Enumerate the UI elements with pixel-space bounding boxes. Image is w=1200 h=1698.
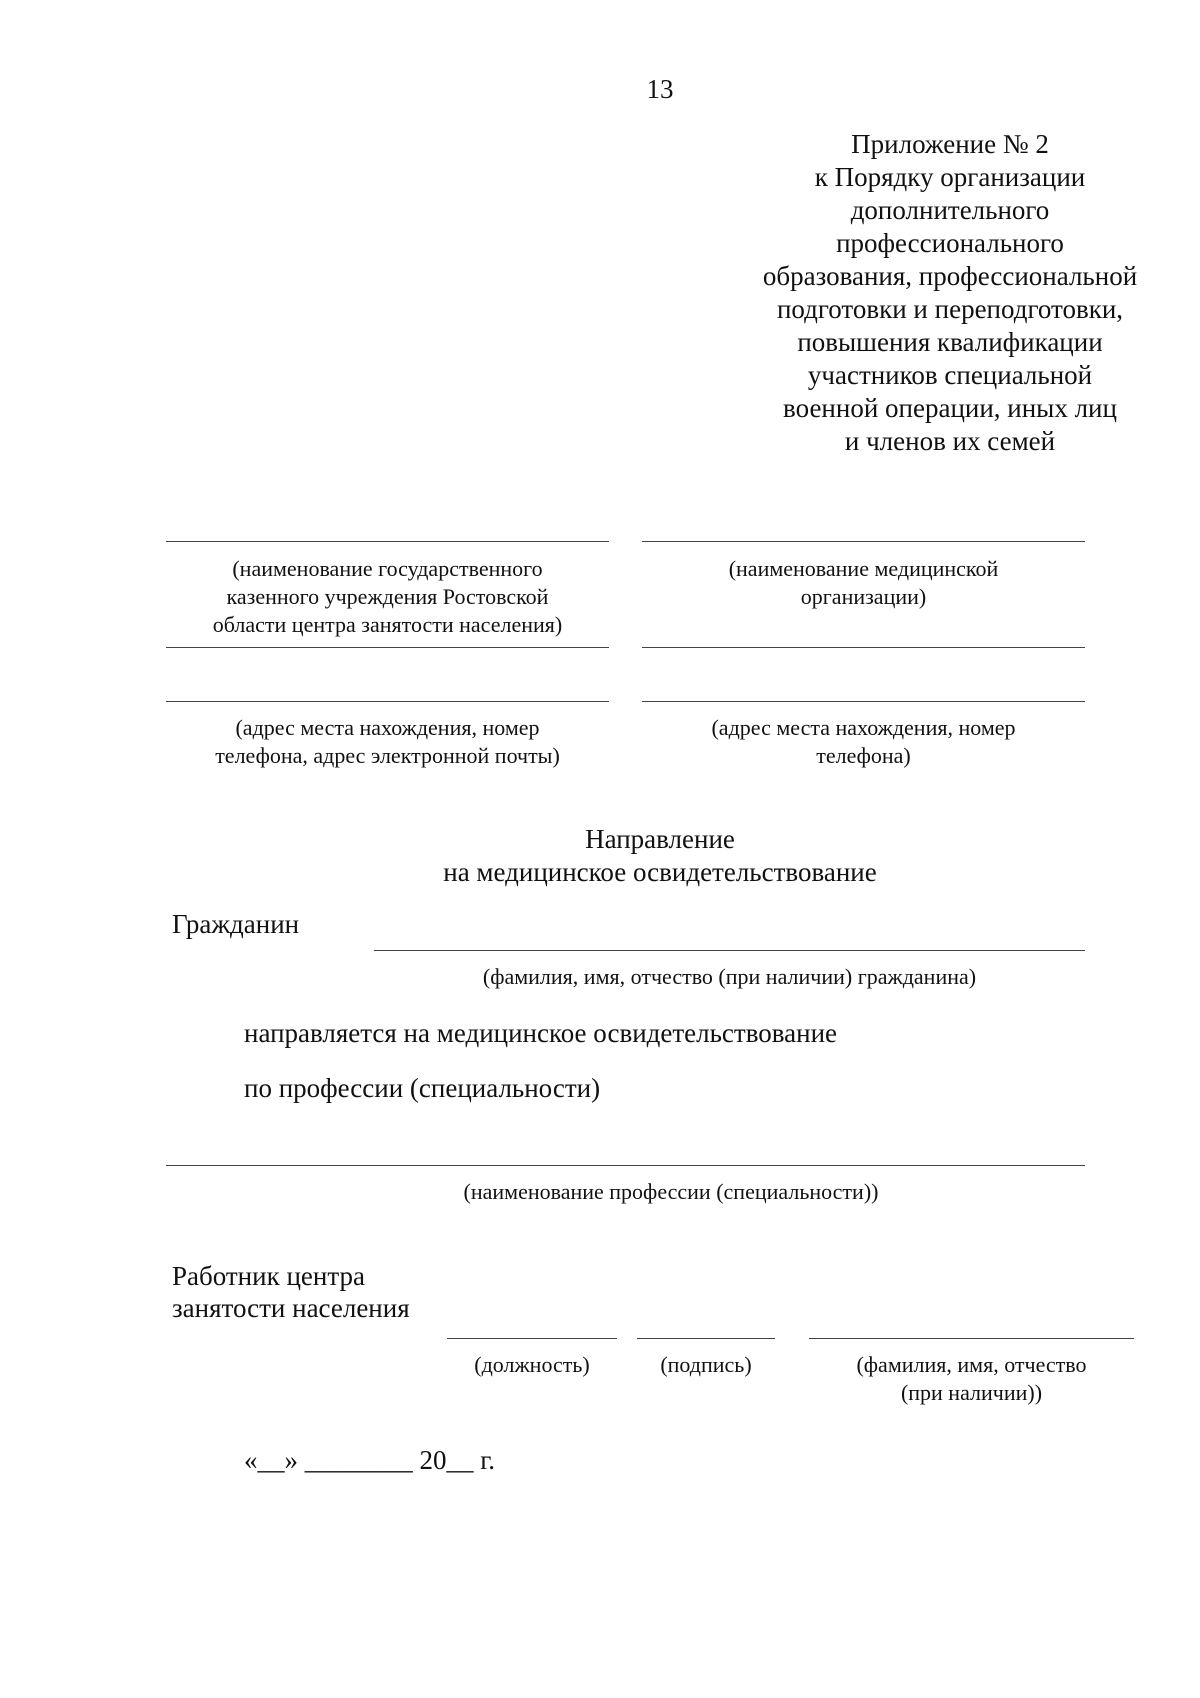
citizen-name-caption: (фамилия, имя, отчество (при наличии) гражданина): [482, 964, 977, 989]
signature-line: [637, 1338, 775, 1339]
employee-label: Работник центра занятости населения: [172, 1261, 410, 1323]
medical-org-name-caption: (наименование медицинской организации): [728, 556, 999, 609]
appendix-line: подготовки и переподготовки,: [776, 294, 1124, 324]
appendix-line: профессионального: [836, 228, 1064, 258]
employment-center-address-caption: (адрес места нахождения, номер телефона, адрес электронной почты): [215, 715, 560, 768]
medical-org-address-line: [642, 701, 1085, 702]
employee-name-caption: (фамилия, имя, отчество (при наличии)): [856, 1352, 1087, 1405]
page-number: 13: [646, 74, 674, 104]
position-caption: (должность): [474, 1352, 590, 1377]
citizen-label: Гражданин: [172, 909, 300, 939]
appendix-line: военной операции, иных лиц: [783, 393, 1117, 423]
title-line-1: Направление: [585, 824, 735, 854]
appendix-line: образования, профессиональной: [762, 261, 1138, 291]
appendix-line: участников специальной: [807, 360, 1093, 390]
employment-center-name-line-2: [166, 647, 609, 648]
document-title: [0, 823, 1200, 889]
profession-caption: (наименование профессии (специальности)): [463, 1179, 879, 1204]
appendix-line: дополнительного: [850, 195, 1050, 225]
employment-center-address-line: [166, 701, 609, 702]
position-line: [447, 1338, 617, 1339]
direction-text: направляется на медицинское освидетельствование: [244, 1018, 838, 1048]
medical-org-address-caption: (адрес места нахождения, номер телефона): [711, 715, 1016, 768]
appendix-line: повышения квалификации: [797, 327, 1103, 357]
medical-org-name-line: [642, 541, 1085, 542]
date-line: «__» ________ 20__ г.: [244, 1445, 496, 1475]
signature-caption: (подпись): [660, 1352, 752, 1377]
profession-line: [166, 1165, 1085, 1166]
profession-text: по профессии (специальности): [244, 1073, 601, 1103]
citizen-name-line: [374, 950, 1085, 951]
employment-center-name-caption: (наименование государственного казенного учреждения Ростовской области центра занятости населения): [212, 556, 563, 637]
title-line-2: на медицинское освидетельствование: [443, 857, 877, 887]
appendix-line: и членов их семей: [844, 426, 1056, 456]
appendix-line: к Порядку организации: [814, 162, 1086, 192]
employment-center-name-line: [166, 541, 609, 542]
medical-org-name-line-2: [642, 647, 1085, 648]
appendix-line: Приложение № 2: [851, 129, 1049, 159]
employee-name-line: [809, 1338, 1134, 1339]
appendix-header: [740, 128, 1160, 458]
